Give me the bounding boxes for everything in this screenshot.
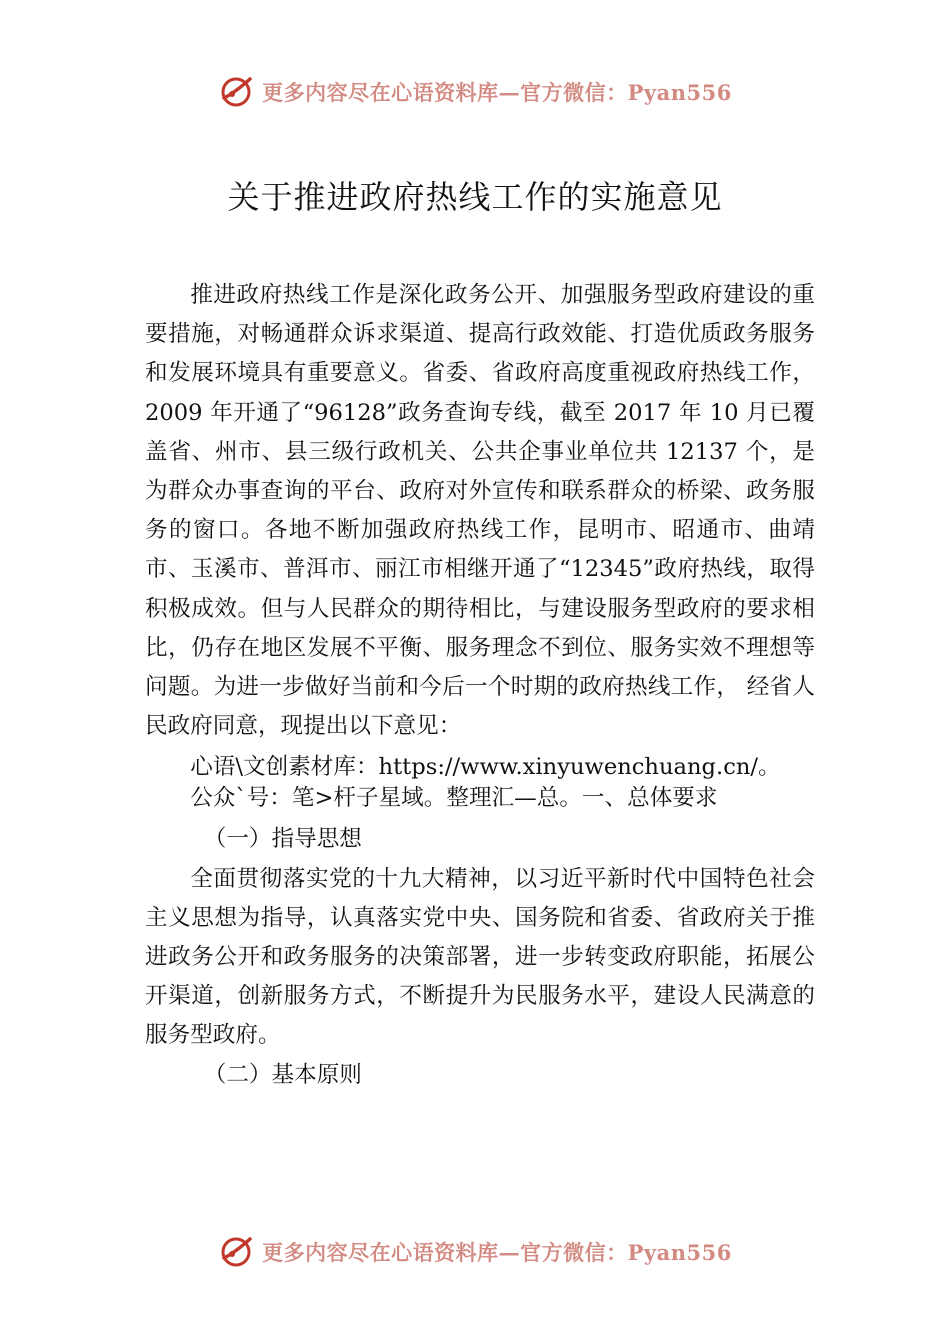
- brush-logo-icon: [218, 74, 254, 110]
- header-banner: [0, 72, 950, 112]
- banner-text: 更多内容尽在心语资料库—官方微信：Pyan556: [262, 1240, 732, 1265]
- source-line-account: 公众`号：笔>杆子星域。整理汇—总。一、总体要求: [190, 785, 718, 812]
- document-title: 关于推进政府热线工作的实施意见: [227, 178, 723, 216]
- brush-logo-icon: [218, 1234, 254, 1270]
- banner-text: 更多内容尽在心语资料库—官方微信：Pyan556: [262, 80, 732, 105]
- intro-paragraph: 推进政府热线工作是深化政务公开、加强服务型政府建设的重要措施，对畅通群众诉求渠道、提高行政效能、打造优质政务服务和发展环境具有重要意义。省委、省政府高度重视政府热线工作，2009 年开通了“96128”政务查询专线，截至 2017 年 10 月已覆盖省、州市、县三级行政机关、公共企事业单位共 12137 个，是为群众办事查询的平台、政府对外宣传和联系群众的桥梁、政务服务的窗口。各地不断加强政府热线工作，昆明市、昭通市、曲靖市、玉溪市、普洱市、丽江市相继开通了“12345”政府热线，取得积极成效。但与人民群众的期待相比，与建设服务型政府的要求相比，仍存在地区发展不平衡、服务理念不到位、服务实效不理想等问题。为进一步做好当前和今后一个时期的政府热线工作， 经省人民政府同意，现提出以下意见：: [145, 282, 815, 740]
- section-heading-basic-principles: （二）基本原则: [203, 1061, 362, 1088]
- document-body: [145, 276, 815, 1095]
- source-line-website: 心语\文创素材库：https://www.xinyuwenchuang.cn/。: [190, 754, 781, 781]
- section-heading-guiding-thought: （一）指导思想: [203, 826, 362, 853]
- footer-banner: [0, 1232, 950, 1272]
- guiding-thought-paragraph: 全面贯彻落实党的十九大精神，以习近平新时代中国特色社会主义思想为指导，认真落实党中央、国务院和省委、省政府关于推进政务公开和政务服务的决策部署，进一步转变政府职能，拓展公开渠道，创新服务方式，不断提升为民服务水平，建设人民满意的服务型政府。: [145, 865, 815, 1049]
